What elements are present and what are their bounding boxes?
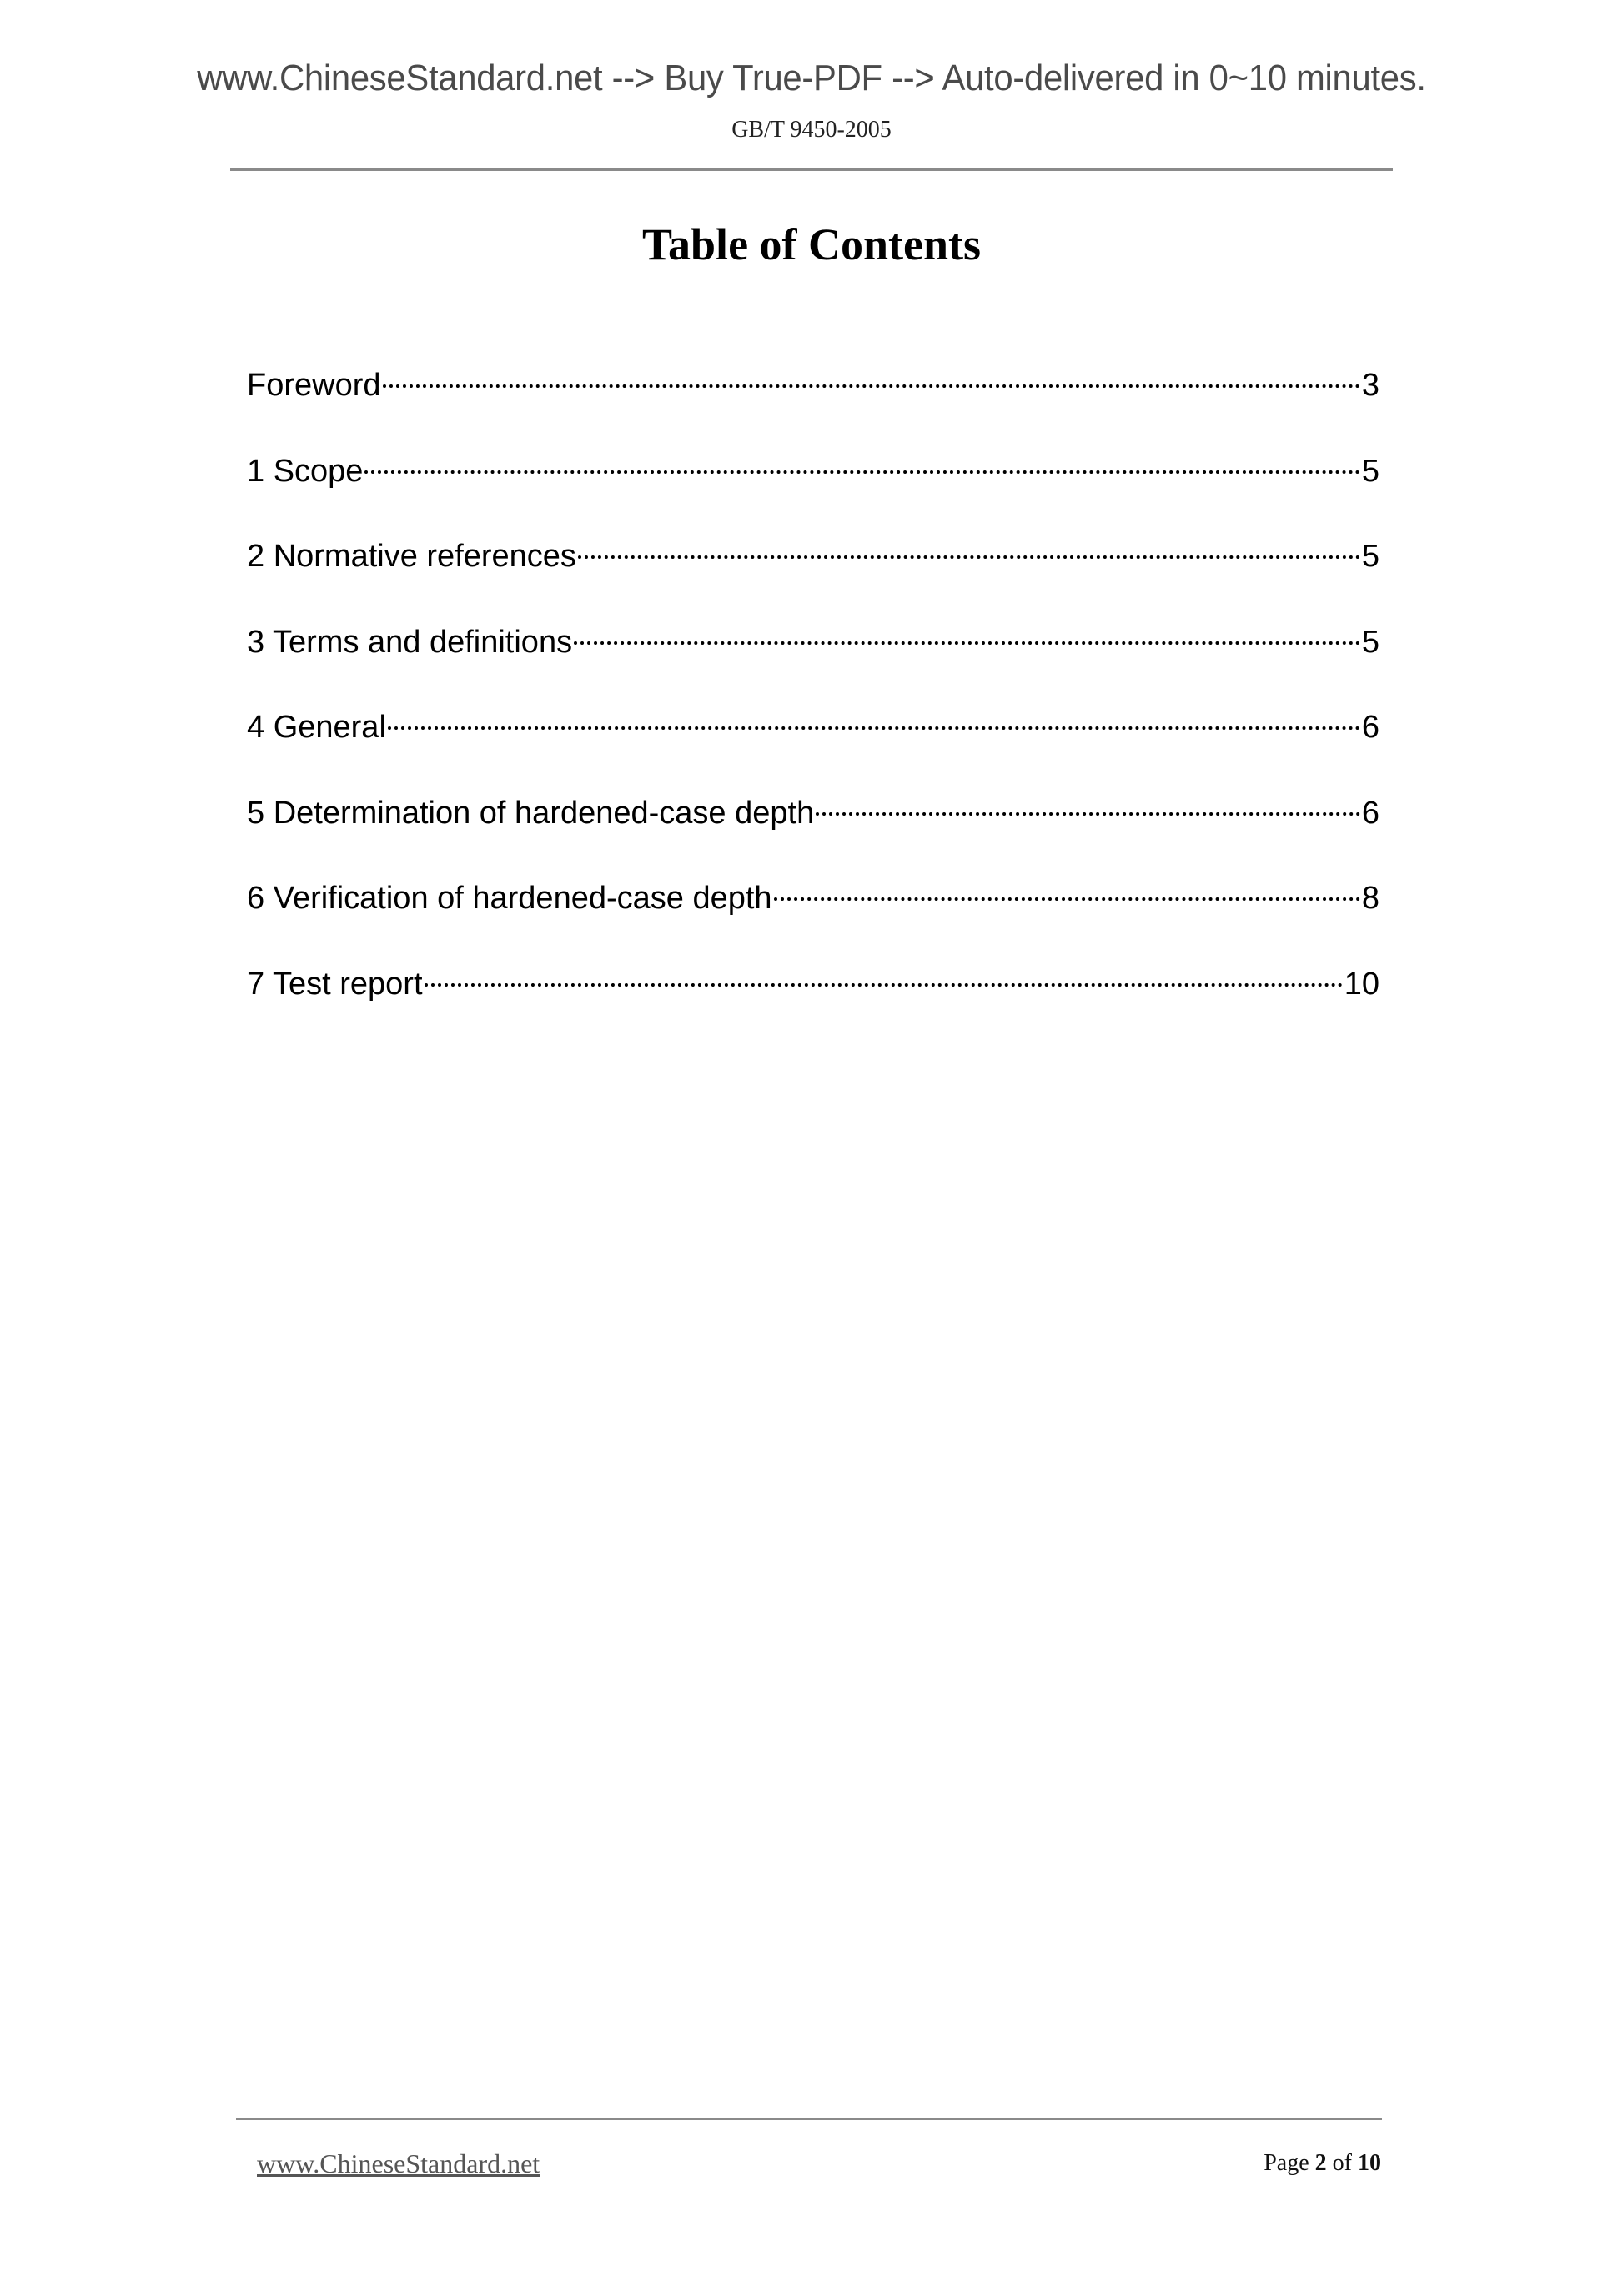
toc-entry-page: 5	[1361, 539, 1379, 574]
header-divider	[230, 168, 1393, 171]
promo-banner: www.ChineseStandard.net --> Buy True-PDF --> Auto-delivered in 0~10 minutes.	[197, 58, 1426, 98]
dot-leader	[774, 870, 1360, 908]
dot-leader	[383, 357, 1360, 395]
page-prefix: Page	[1264, 2150, 1309, 2176]
toc-entry-page: 10	[1344, 966, 1379, 1002]
dot-leader	[816, 785, 1360, 823]
dot-leader	[425, 956, 1343, 994]
toc-entry-determination[interactable]	[247, 785, 1379, 871]
toc-entry-label: 4 General	[247, 710, 386, 745]
toc-entry-label: 2 Normative references	[247, 539, 576, 574]
dot-leader	[578, 528, 1360, 566]
dot-leader	[364, 443, 1359, 481]
toc-entry-page: 3	[1361, 368, 1379, 403]
page-of: of	[1332, 2150, 1352, 2176]
dot-leader	[388, 699, 1360, 737]
dot-leader	[574, 614, 1360, 652]
total-pages: 10	[1358, 2150, 1381, 2176]
footer-site-link[interactable]: www.ChineseStandard.net	[257, 2148, 540, 2178]
toc-entry-terms-and-definitions[interactable]	[247, 614, 1379, 700]
toc-entry-page: 5	[1361, 624, 1379, 660]
page-indicator	[1264, 2152, 1381, 2175]
toc-entry-label: 5 Determination of hardened-case depth	[247, 795, 815, 831]
current-page-number: 2	[1314, 2150, 1327, 2176]
toc-entry-normative-references[interactable]	[247, 528, 1379, 614]
toc-entry-verification[interactable]	[247, 870, 1379, 956]
toc-entry-page: 6	[1361, 795, 1379, 831]
toc-entry-label: Foreword	[247, 368, 381, 403]
toc-entry-test-report[interactable]	[247, 956, 1379, 1042]
toc-entry-label: 1 Scope	[247, 453, 364, 489]
toc-entry-scope[interactable]	[247, 443, 1379, 529]
footer-divider	[236, 2118, 1382, 2120]
toc-entry-foreword[interactable]	[247, 357, 1379, 443]
document-number: GB/T 9450-2005	[731, 117, 892, 143]
toc-entry-general[interactable]	[247, 699, 1379, 785]
toc-entry-label: 7 Test report	[247, 966, 423, 1002]
page-title: Table of Contents	[641, 219, 982, 269]
table-of-contents	[247, 357, 1379, 1041]
toc-entry-page: 5	[1361, 453, 1379, 489]
toc-entry-label: 6 Verification of hardened-case depth	[247, 881, 772, 916]
toc-entry-label: 3 Terms and definitions	[247, 624, 573, 660]
toc-entry-page: 6	[1361, 710, 1379, 745]
toc-entry-page: 8	[1361, 881, 1379, 916]
